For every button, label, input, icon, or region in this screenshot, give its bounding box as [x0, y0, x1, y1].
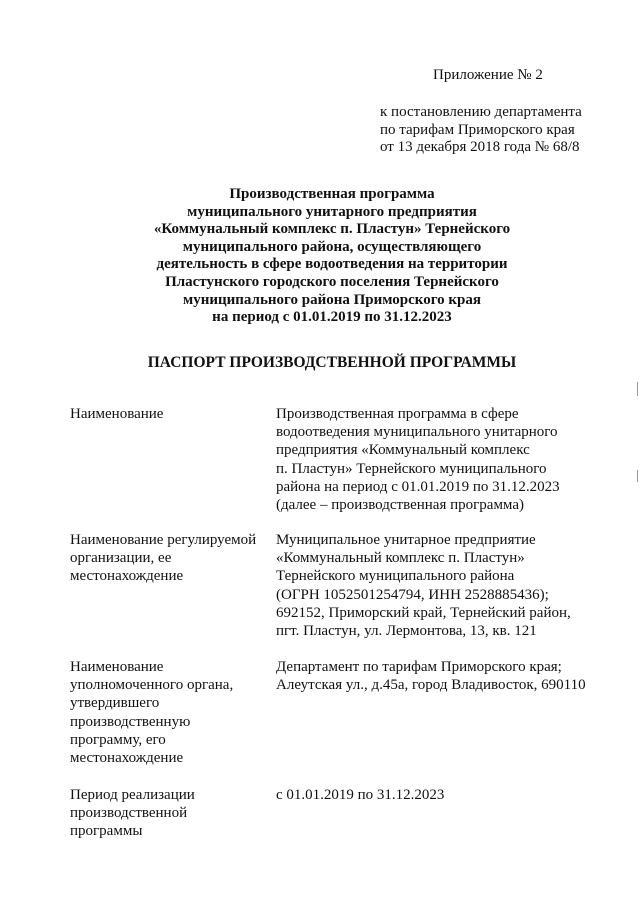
row-value-line: Производственная программа в сфере — [276, 406, 519, 422]
row-label-line: Наименование регулируемой — [70, 532, 257, 548]
program-title-line: муниципального района Приморского края — [182, 291, 482, 308]
row-value-line: района на период с 01.01.2019 по 31.12.2023 — [276, 478, 560, 495]
program-title-line: деятельность в сфере водоотведения на территории — [156, 256, 508, 273]
row-value — [276, 531, 621, 640]
appendix-line: по тарифам Приморского края — [380, 121, 575, 138]
row-value-line: с 01.01.2019 по 31.12.2023 — [276, 787, 445, 803]
program-title-line: Производственная программа — [229, 186, 435, 202]
program-title-line: муниципального района, осуществляющего — [182, 238, 482, 255]
appendix-line: к постановлению департамента — [380, 104, 582, 120]
program-title-line: на период с 01.01.2019 по 31.12.2023 — [212, 309, 452, 326]
appendix-title: Приложение № 2 — [433, 67, 543, 83]
row-value-line: (далее – производственная программа) — [276, 497, 524, 514]
row-label-line: местонахождение — [70, 568, 184, 585]
passport-heading: ПАСПОРТ ПРОИЗВОДСТВЕННОЙ ПРОГРАММЫ — [147, 354, 517, 371]
row-value-line: предприятия «Коммунальный комплекс — [276, 442, 530, 459]
row-value-line: п. Пластун» Тернейского муниципального — [276, 460, 547, 477]
row-value-line: водоотведения муниципального унитарного — [276, 424, 558, 441]
row-label-line: производственной — [70, 805, 188, 822]
row-value — [276, 658, 621, 694]
row-label-line: Наименование — [70, 406, 164, 422]
row-value-line: Департамент по тарифам Приморского края; — [276, 659, 562, 675]
row-label-line: уполномоченного органа, — [70, 677, 234, 694]
appendix-line: от 13 декабря 2018 года № 68/8 — [380, 139, 580, 155]
row-value — [276, 405, 621, 514]
row-label — [70, 786, 275, 841]
row-label-line: программу, его — [70, 731, 166, 748]
row-value-line: «Коммунальный комплекс п. Пластун» — [276, 550, 525, 567]
row-label — [70, 531, 275, 586]
row-value — [276, 786, 621, 804]
row-label — [70, 658, 275, 767]
row-value-line: Тернейского муниципального района — [276, 568, 515, 585]
row-label-line: производственную — [70, 713, 191, 730]
row-value-line: пгт. Пластун, ул. Лермонтова, 13, кв. 121 — [276, 623, 537, 640]
row-value-line: Муниципальное унитарное предприятие — [276, 532, 536, 548]
row-value-line: (ОГРН 1052501254794, ИНН 2528885436); — [276, 586, 549, 603]
row-value-line: Алеутская ул., д.45а, город Владивосток, 690110 — [276, 677, 586, 694]
row-label — [70, 405, 275, 423]
scan-edge-mark — [637, 470, 638, 482]
program-title-line: Пластунского городского поселения Тернейского — [165, 273, 499, 290]
row-label-line: утвердившего — [70, 695, 160, 712]
row-label-line: Период реализации — [70, 787, 195, 803]
program-title-line: муниципального унитарного предприятия — [187, 203, 477, 220]
appendix-reference — [380, 104, 582, 157]
program-title-line: «Коммунальный комплекс п. Пластун» Тернейского — [153, 221, 511, 238]
row-label-line: местонахождение — [70, 750, 184, 767]
row-label-line: Наименование — [70, 659, 164, 675]
row-label-line: программы — [70, 823, 143, 840]
row-label-line: организации, ее — [70, 550, 172, 567]
program-title — [0, 186, 640, 327]
scan-edge-mark — [637, 382, 638, 396]
row-value-line: 692152, Приморский край, Тернейский район, — [276, 604, 571, 621]
